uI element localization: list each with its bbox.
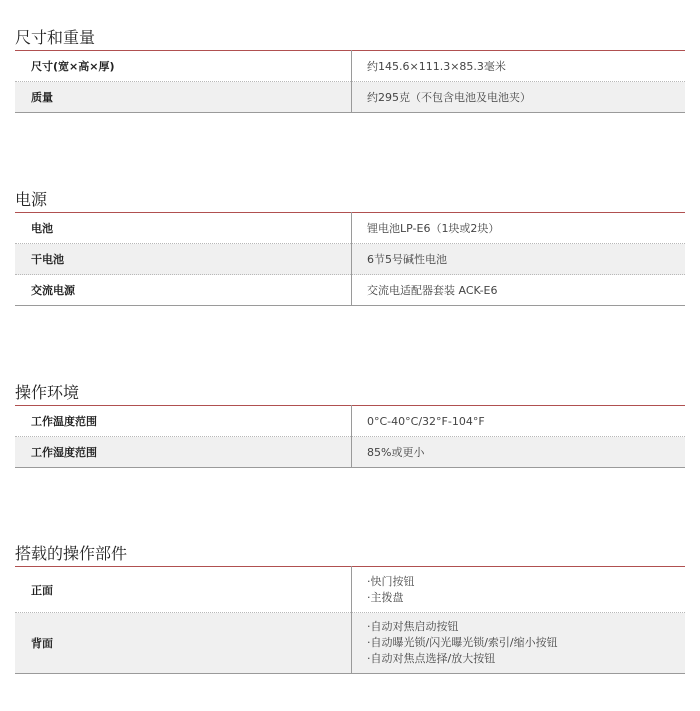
section-title: 操作环境 <box>15 383 80 402</box>
table-row <box>15 244 685 275</box>
row-value: 交流电适配器套装 ACK-E6 <box>352 275 686 306</box>
section-title: 尺寸和重量 <box>15 28 96 47</box>
row-label: 正面 <box>15 567 352 613</box>
row-value <box>352 567 686 613</box>
value-line: ·自动曝光锁/闪光曝光锁/索引/缩小按钮 <box>367 636 558 649</box>
table-row <box>15 82 685 113</box>
table-row <box>15 213 685 244</box>
table-row <box>15 406 685 437</box>
table-row <box>15 275 685 306</box>
value-line: ·快门按钮 <box>367 574 415 588</box>
row-value: 0°C-40°C/32°F-104°F <box>367 414 485 428</box>
row-value: 锂电池LP-E6（1块或2块） <box>367 222 500 235</box>
row-value: 85%或更小 <box>352 437 686 468</box>
section-operating-environment <box>15 381 685 468</box>
table-row <box>15 613 685 674</box>
section-dimensions-weight <box>15 26 685 113</box>
value-line: ·自动对焦启动按钮 <box>367 620 459 633</box>
row-value <box>352 613 686 674</box>
row-label: 质量 <box>15 82 352 113</box>
spec-table <box>15 566 685 674</box>
spec-table <box>15 405 685 468</box>
row-label: 工作温度范围 <box>15 406 352 437</box>
section-power <box>15 188 685 306</box>
spec-table <box>15 212 685 306</box>
section-operating-parts <box>15 542 685 674</box>
value-line: ·自动对焦点选择/放大按钮 <box>367 652 496 665</box>
row-value: 约295克（不包含电池及电池夹） <box>352 82 686 113</box>
table-row <box>15 437 685 468</box>
section-title: 电源 <box>15 190 48 209</box>
row-label: 干电池 <box>15 244 352 275</box>
row-value: 约145.6×111.3×85.3毫米 <box>367 60 506 73</box>
row-label: 交流电源 <box>15 275 352 306</box>
row-label: 电池 <box>15 213 352 244</box>
table-row <box>15 567 685 613</box>
row-value: 6节5号碱性电池 <box>352 244 686 275</box>
row-label: 工作湿度范围 <box>15 437 352 468</box>
spec-table <box>15 50 685 113</box>
table-row <box>15 51 685 82</box>
section-title: 搭载的操作部件 <box>15 544 128 563</box>
row-label: 背面 <box>15 613 352 674</box>
value-line: ·主拨盘 <box>367 590 404 604</box>
row-label: 尺寸(宽×高×厚) <box>15 51 352 82</box>
